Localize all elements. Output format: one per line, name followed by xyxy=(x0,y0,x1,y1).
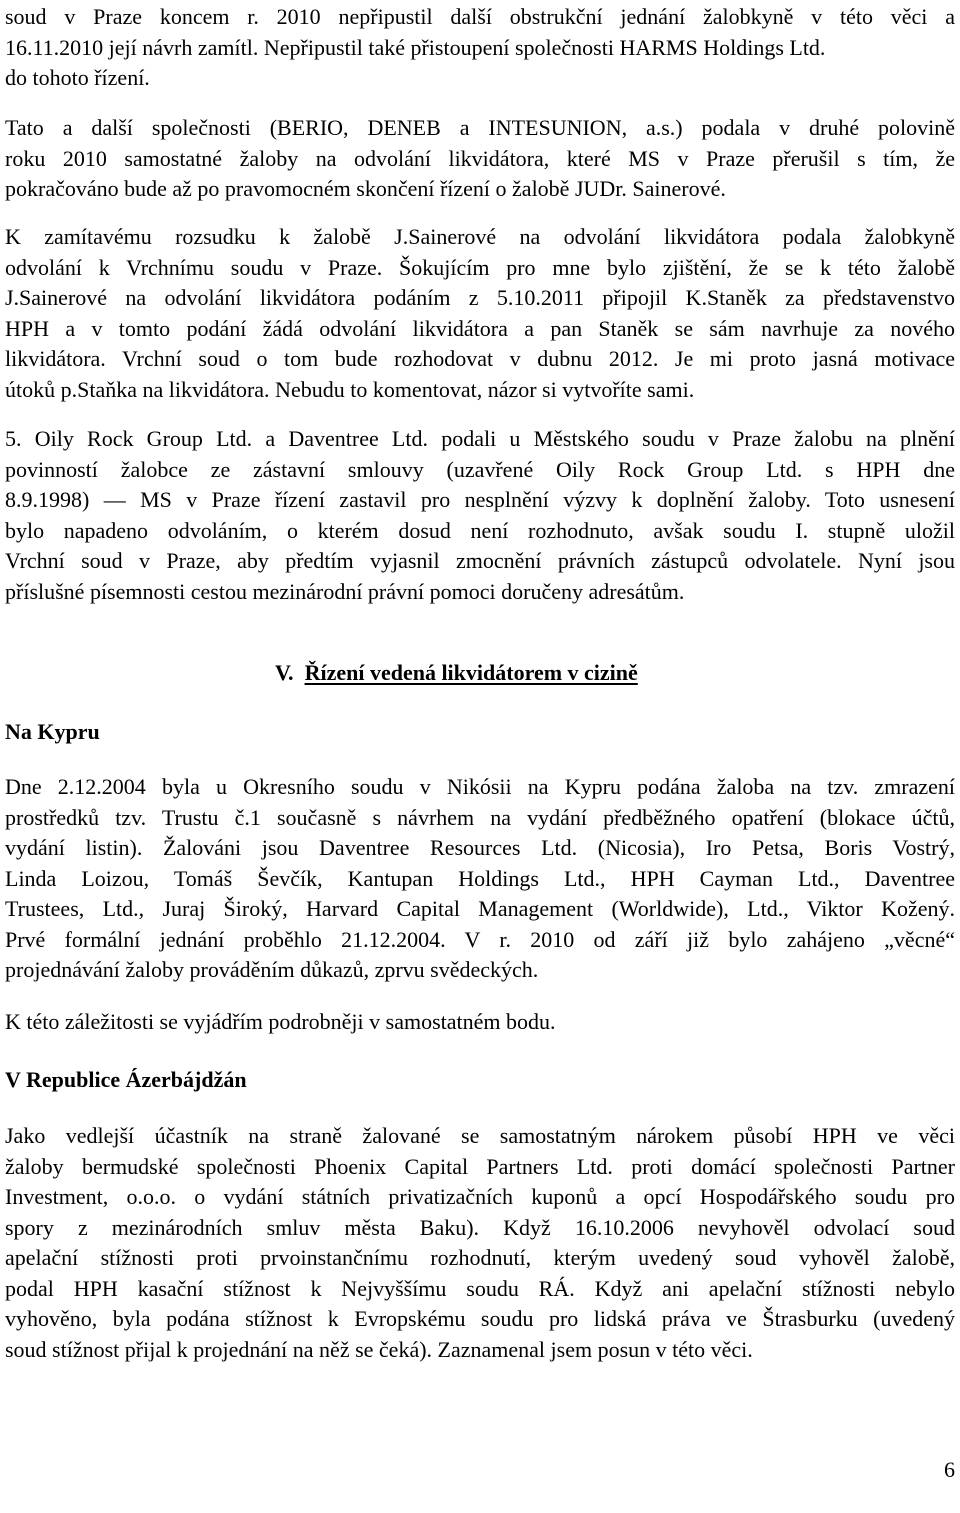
text-line: K této záležitosti se vyjádřím podrobněji v samostatném bodu. xyxy=(5,1009,556,1034)
text-line: vydání listin). Žalováni jsou Daventree Resources Ltd. (Nicosia), Iro Petsa, Boris Vostrý, xyxy=(5,835,955,860)
text-line: vyhověno, byla podána stížnost k Evropskému soudu pro lidská práva ve Štrasburku (uvedený xyxy=(5,1306,955,1331)
text-line: povinností žalobce ze zástavní smlouvy (uzavřené Oily Rock Group Ltd. s HPH dne xyxy=(5,456,955,482)
text-line: příslušné písemnosti cestou mezinárodní právní pomoci doručeny adresátům. xyxy=(5,578,685,604)
text-line: J.Sainerové na odvolání likvidátora podáním z 5.10.2011 připojil K.Staněk za představenstvo xyxy=(5,285,955,310)
text-line: Prvé formální jednání proběhlo 21.12.2004. V r. 2010 od září již bylo zahájeno „věcné“ xyxy=(5,926,955,952)
text-line: 16.11.2010 její návrh zamítl. Nepřipustil také přistoupení společnosti HARMS Holdings Ltd. xyxy=(5,34,826,60)
text-line: Linda Loizou, Tomáš Ševčík, Kantupan Holdings Ltd., HPH Cayman Ltd., Daventree xyxy=(5,865,955,891)
text-line: K zamítavému rozsudku k žalobě J.Sainerové na odvolání likvidátora podala žalobkyně xyxy=(5,224,955,249)
paragraph-separate-point xyxy=(5,1007,955,1038)
text-line: 5. Oily Rock Group Ltd. a Daventree Ltd. podali u Městského soudu v Praze žalobu na plnění xyxy=(5,426,955,451)
paragraph-berio-deneb xyxy=(5,113,955,205)
text-line: spory z mezinárodních smluv města Baku). Když 16.10.2006 nevyhověl odvolací soud xyxy=(5,1214,955,1240)
text-line: soud v Praze koncem r. 2010 nepřipustil další obstrukční jednání žalobkyně v této věci a xyxy=(5,4,955,29)
text-line: do tohoto řízení. xyxy=(5,65,150,90)
text-line: projednávání žaloby prováděním důkazů, zprvu svědeckých. xyxy=(5,957,539,982)
text-line: pokračováno bude až po pravomocném skončení řízení o žalobě JUDr. Sainerové. xyxy=(5,176,726,201)
text-line: útoků p.Staňka na likvidátora. Nebudu to komentovat, názor si vytvoříte sami. xyxy=(5,376,695,402)
paragraph-oily-rock xyxy=(5,424,955,607)
subheading-cyprus: Na Kypru xyxy=(5,719,100,744)
text-line: roku 2010 samostatné žaloby na odvolání likvidátora, které MS v Praze přerušil s tím, že xyxy=(5,145,955,171)
text-line: Jako vedlejší účastník na straně žalované se samostatným nárokem působí HPH ve věci xyxy=(5,1123,955,1148)
section-heading xyxy=(275,658,638,688)
subheading-azerbaijan: V Republice Ázerbájdžán xyxy=(5,1067,247,1092)
text-line: 8.9.1998) — MS v Praze řízení zastavil pro nesplnění výzvy k doplnění žaloby. Toto usnesení xyxy=(5,487,955,512)
text-line: Tato a další společnosti (BERIO, DENEB a INTESUNION, a.s.) podala v druhé polovině xyxy=(5,115,955,140)
text-line: žaloby bermudské společnosti Phoenix Capital Partners Ltd. proti domácí společnosti Partner xyxy=(5,1153,955,1179)
text-line: Dne 2.12.2004 byla u Okresního soudu v Nikósii na Kypru podána žaloba na tzv. zmrazení xyxy=(5,774,955,799)
text-line: prostředků tzv. Trustu č.1 současně s návrhem na vydání předběžného opatření (blokace účtů, xyxy=(5,804,955,830)
text-line: Investment, o.o.o. o vydání státních privatizačních kuponů a opcí Hospodářského soudu pro xyxy=(5,1184,955,1209)
section-number: V. xyxy=(275,660,294,685)
text-line: likvidátora. Vrchní soud o tom bude rozhodovat v dubnu 2012. Je mi proto jasná motivace xyxy=(5,346,955,371)
paragraph-harms xyxy=(5,2,955,94)
text-line: HPH a v tomto podání žádá odvolání likvidátora a pan Staněk se sám navrhuje za nového xyxy=(5,315,955,341)
paragraph-azerbaijan xyxy=(5,1121,955,1365)
section-title: Řízení vedená likvidátorem v cizině xyxy=(304,660,638,685)
paragraph-sainerova xyxy=(5,222,955,405)
text-line: odvolání k Vrchnímu soudu v Praze. Šokujícím pro mne bylo zjištění, že se k této žalobě xyxy=(5,254,955,280)
paragraph-cyprus xyxy=(5,772,955,986)
text-line: Vrchní soud v Praze, aby předtím vyjasnil zmocnění právních zástupců odvolatele. Nyní jsou xyxy=(5,548,955,573)
text-line: Trustees, Ltd., Juraj Široký, Harvard Capital Management (Worldwide), Ltd., Viktor Kožený. xyxy=(5,896,955,921)
text-line: apelační stížnosti proti prvoinstančnímu rozhodnutí, kterým uvedený soud vyhověl žalobě, xyxy=(5,1245,955,1270)
text-line: bylo napadeno odvoláním, o kterém dosud není rozhodnuto, avšak soudu I. stupně uložil xyxy=(5,517,955,543)
page-number: 6 xyxy=(944,1457,955,1482)
text-line: soud stížnost přijal k projednání na něž se čeká). Zaznamenal jsem posun v této věci. xyxy=(5,1336,753,1362)
text-line: podal HPH kasační stížnost k Nejvyššímu soudu RÁ. Když ani apelační stížnosti nebylo xyxy=(5,1275,955,1301)
